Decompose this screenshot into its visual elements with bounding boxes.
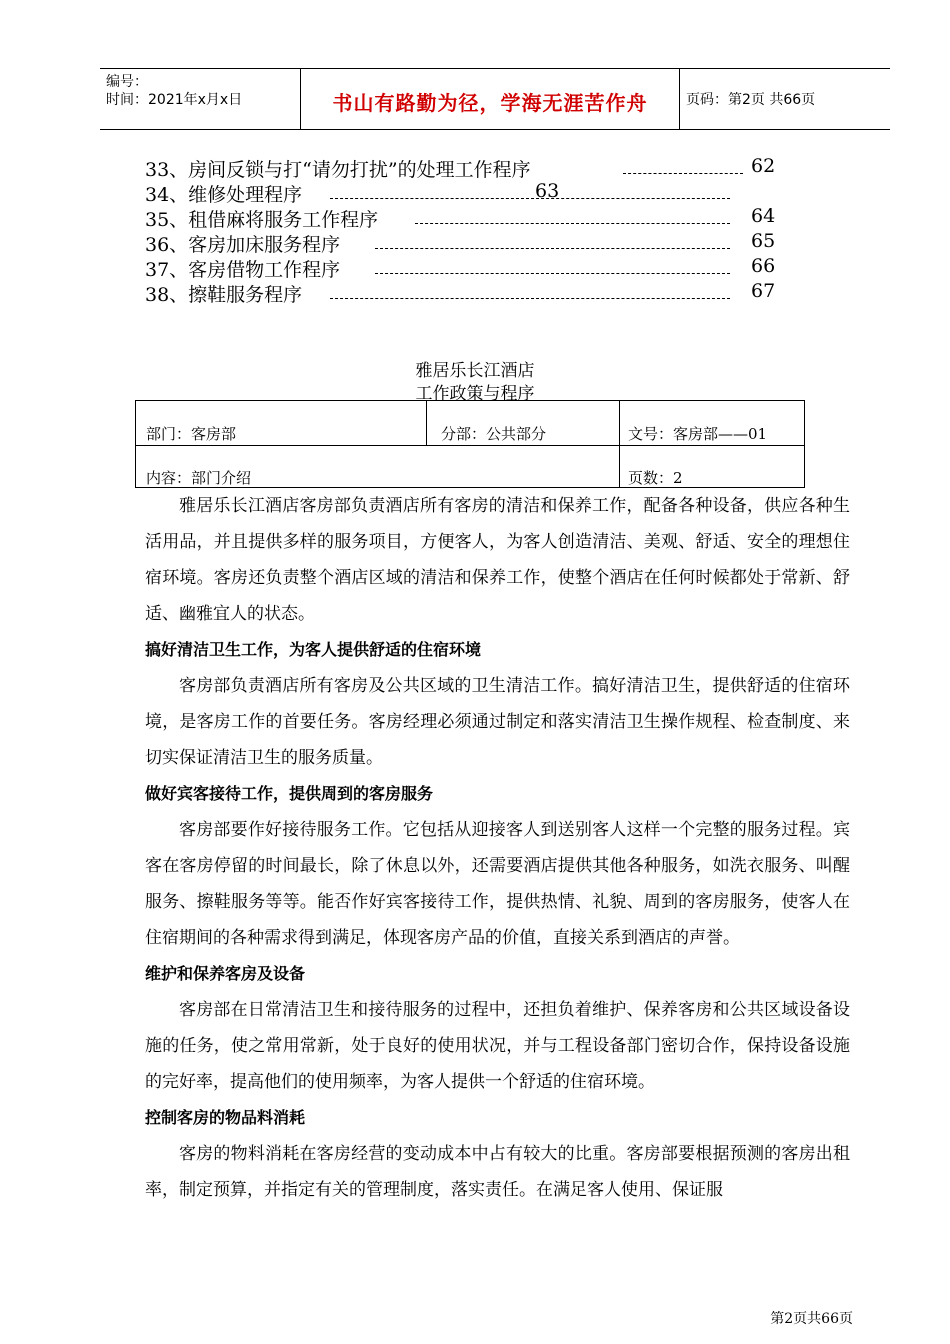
- toc-item: [145, 205, 795, 230]
- table-divider: [426, 401, 427, 445]
- header-meta-cell: [100, 69, 300, 129]
- hotel-name: 雅居乐长江酒店: [415, 361, 535, 381]
- header-page-label: 页码：第2页 共66页: [686, 92, 816, 108]
- toc-item: [145, 280, 795, 305]
- toc-page: 62: [751, 155, 776, 177]
- toc-title: 35、租借麻将服务工作程序: [145, 209, 379, 231]
- toc-title: 36、客房加床服务程序: [145, 234, 341, 256]
- toc-item: [145, 155, 795, 180]
- division-cell: 分部：公共部分: [441, 425, 547, 443]
- toc-page: 65: [751, 230, 776, 252]
- paragraph: 雅居乐长江酒店客房部负责酒店所有客房的清洁和保养工作，配备各种设备，供应各种生活用品，并且提供多样的服务项目，方便客人，为客人创造清洁、美观、舒适、安全的理想住宿环境。客房还负责整个酒店区域的清洁和保养工作，使整个酒店在任何时候都处于常新、舒适、幽雅宜人的状态。: [145, 496, 850, 624]
- doc-number-cell: 文号：客房部——01: [628, 425, 768, 443]
- number-label: 编号：: [106, 74, 148, 90]
- date-label: 时间：2021年x月x日: [106, 92, 243, 108]
- paragraph: 客房部要作好接待服务工作。它包括从迎接客人到送别客人这样一个完整的服务过程。宾客在客房停留的时间最长，除了休息以外，还需要酒店提供其他各种服务，如洗衣服务、叫醒服务、擦鞋服务等等。能否作好宾客接待工作，提供热情、礼貌、周到的客房服务，使客人在住宿期间的各种需求得到满足，体现客房产品的价值，直接关系到酒店的声誉。: [145, 820, 850, 948]
- department-cell: 部门：客房部: [146, 425, 237, 443]
- toc-page: 67: [751, 280, 776, 302]
- toc-title: 33、房间反锁与打“请勿打扰”的处理工作程序: [145, 159, 531, 181]
- body-text: [145, 488, 850, 1208]
- motto: 书山有路勤为径，学海无涯苦作舟: [332, 91, 648, 115]
- paragraph: 客房部在日常清洁卫生和接待服务的过程中，还担负着维护、保养客房和公共区域设备设施的任务，使之常用常新，处于良好的使用状况，并与工程设备部门密切合作，保持设备设施的完好率，提高他们的使用频率，为客人提供一个舒适的住宿环境。: [145, 1000, 850, 1092]
- toc-item: [145, 255, 795, 280]
- content-cell: 内容：部门介绍: [146, 469, 252, 487]
- document-info-table: [135, 400, 805, 488]
- toc-leader: [375, 248, 730, 249]
- section-heading: 做好宾客接待工作，提供周到的客房服务: [145, 784, 434, 803]
- toc-title: 37、客房借物工作程序: [145, 259, 341, 281]
- toc-leader: [415, 223, 730, 224]
- toc-page: 64: [751, 205, 776, 227]
- pages-cell: 页数：2: [628, 469, 683, 487]
- page-footer: 第2页共66页: [770, 1311, 853, 1327]
- table-divider: [619, 401, 620, 488]
- toc-leader: [330, 298, 730, 299]
- toc-leader: [330, 198, 730, 199]
- table-of-contents: [145, 155, 795, 305]
- section-heading: 维护和保养客房及设备: [145, 964, 306, 983]
- toc-item: [145, 230, 795, 255]
- toc-page: 63: [535, 180, 560, 202]
- toc-leader: [375, 273, 730, 274]
- page-header: [100, 68, 890, 130]
- toc-item: [145, 180, 795, 205]
- header-page-cell: [678, 69, 890, 129]
- section-heading: 搞好清洁卫生工作，为客人提供舒适的住宿环境: [145, 640, 482, 659]
- paragraph: 客房的物料消耗在客房经营的变动成本中占有较大的比重。客房部要根据预测的客房出租率，制定预算，并指定有关的管理制度，落实责任。在满足客人使用、保证服: [145, 1144, 850, 1200]
- toc-title: 34、维修处理程序: [145, 184, 303, 206]
- table-divider: [136, 445, 804, 446]
- toc-title: 38、擦鞋服务程序: [145, 284, 303, 306]
- paragraph: 客房部负责酒店所有客房及公共区域的卫生清洁工作。搞好清洁卫生，提供舒适的住宿环境，是客房工作的首要任务。客房经理必须通过制定和落实清洁卫生操作规程、检查制度、来切实保证清洁卫生的服务质量。: [145, 676, 850, 768]
- header-motto-cell: [300, 69, 680, 129]
- document-subtitle: 工作政策与程序: [415, 384, 535, 404]
- toc-page: 66: [751, 255, 776, 277]
- toc-leader: [623, 173, 743, 174]
- section-heading: 控制客房的物品料消耗: [145, 1108, 306, 1127]
